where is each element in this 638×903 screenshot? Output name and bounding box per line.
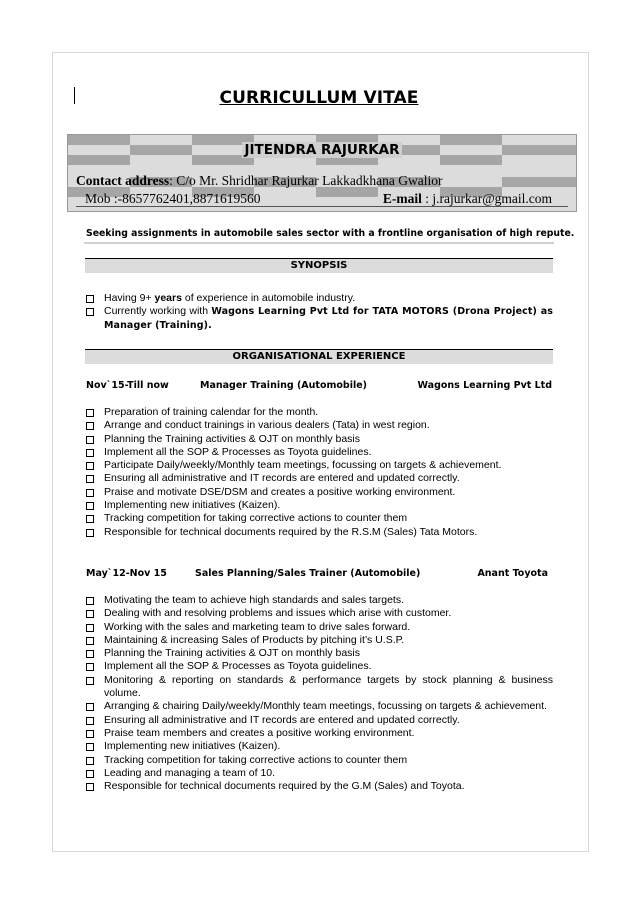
header-banner bbox=[67, 134, 577, 212]
list-item: Implement all the SOP & Processes as Toyota guidelines. bbox=[85, 660, 553, 673]
list-item: Praise team members and creates a positive working environment. bbox=[85, 727, 553, 740]
email-address: E-mail : j.rajurkar@gmail.com bbox=[382, 191, 552, 206]
list-item: Praise and motivate DSE/DSM and creates a positive working environment. bbox=[85, 486, 553, 499]
list-item: Arrange and conduct trainings in various dealers (Tata) in west region. bbox=[85, 419, 553, 432]
banner-pattern-block bbox=[502, 177, 576, 187]
list-item: Implement all the SOP & Processes as Toyota guidelines. bbox=[85, 446, 553, 459]
experience-heading: ORGANISATIONAL EXPERIENCE bbox=[85, 349, 553, 364]
job-company: Wagons Learning Pvt Ltd bbox=[417, 380, 552, 391]
list-item: Dealing with and resolving problems and issues which arise with customer. bbox=[85, 607, 553, 620]
list-item: Ensuring all administrative and IT records are entered and updated correctly. bbox=[85, 714, 553, 727]
list-item: Arranging & chairing Daily/weekly/Monthly team meetings, focussing on targets & achievement. bbox=[85, 700, 553, 713]
mobile-numbers: Mob :-8657762401,8871619560 bbox=[85, 191, 261, 206]
career-objective: Seeking assignments in automobile sales sector with a frontline organisation of high repute. bbox=[86, 228, 575, 239]
job-company: Anant Toyota bbox=[477, 568, 548, 579]
job-period: May`12-Nov 15 bbox=[86, 568, 167, 579]
list-item: Having 9+ years of experience in automobile industry. bbox=[85, 292, 553, 305]
list-item: Implementing new initiatives (Kaizen). bbox=[85, 740, 553, 753]
list-item: Leading and managing a team of 10. bbox=[85, 767, 553, 780]
list-item: Monitoring & reporting on standards & performance targets by stock planning & business volume. bbox=[85, 674, 553, 701]
list-item: Ensuring all administrative and IT records are entered and updated correctly. bbox=[85, 472, 553, 485]
list-item: Maintaining & increasing Sales of Products by pitching it’s U.S.P. bbox=[85, 634, 553, 647]
list-item: Motivating the team to achieve high standards and sales targets. bbox=[85, 594, 553, 607]
objective-rule bbox=[84, 242, 554, 244]
candidate-name: JITENDRA RAJURKAR bbox=[244, 142, 400, 158]
banner-rule bbox=[76, 206, 568, 207]
list-item: Tracking competition for taking corrective actions to counter them bbox=[85, 754, 553, 767]
synopsis-list bbox=[85, 292, 553, 332]
job-duties-1 bbox=[85, 406, 553, 539]
list-item: Tracking competition for taking corrective actions to counter them bbox=[85, 512, 553, 525]
list-item: Currently working with Wagons Learning Pvt Ltd for TATA MOTORS (Drona Project) as Manager (Training). bbox=[85, 305, 553, 332]
synopsis-heading: SYNOPSIS bbox=[85, 258, 553, 273]
list-item: Planning the Training activities & OJT on monthly basis bbox=[85, 647, 553, 660]
list-item: Responsible for technical documents required by the R.S.M (Sales) Tata Motors. bbox=[85, 526, 553, 539]
document-title: CURRICULLUM VITAE bbox=[219, 88, 419, 108]
list-item: Planning the Training activities & OJT on monthly basis bbox=[85, 433, 553, 446]
list-item: Implementing new initiatives (Kaizen). bbox=[85, 499, 553, 512]
list-item: Participate Daily/weekly/Monthly team meetings, focussing on targets & achievement. bbox=[85, 459, 553, 472]
list-item: Preparation of training calendar for the month. bbox=[85, 406, 553, 419]
job-period: Nov`15-Till now bbox=[86, 380, 169, 391]
job-duties-2 bbox=[85, 594, 553, 793]
contact-address: Contact address: C/o Mr. Shridhar Rajurkar Lakkadkhana Gwalior bbox=[76, 173, 443, 188]
list-item: Working with the sales and marketing team to drive sales forward. bbox=[85, 621, 553, 634]
job-role: Manager Training (Automobile) bbox=[200, 380, 368, 391]
job-role: Sales Planning/Sales Trainer (Automobile) bbox=[195, 568, 421, 579]
list-item: Responsible for technical documents required by the G.M (Sales) and Toyota. bbox=[85, 780, 553, 793]
